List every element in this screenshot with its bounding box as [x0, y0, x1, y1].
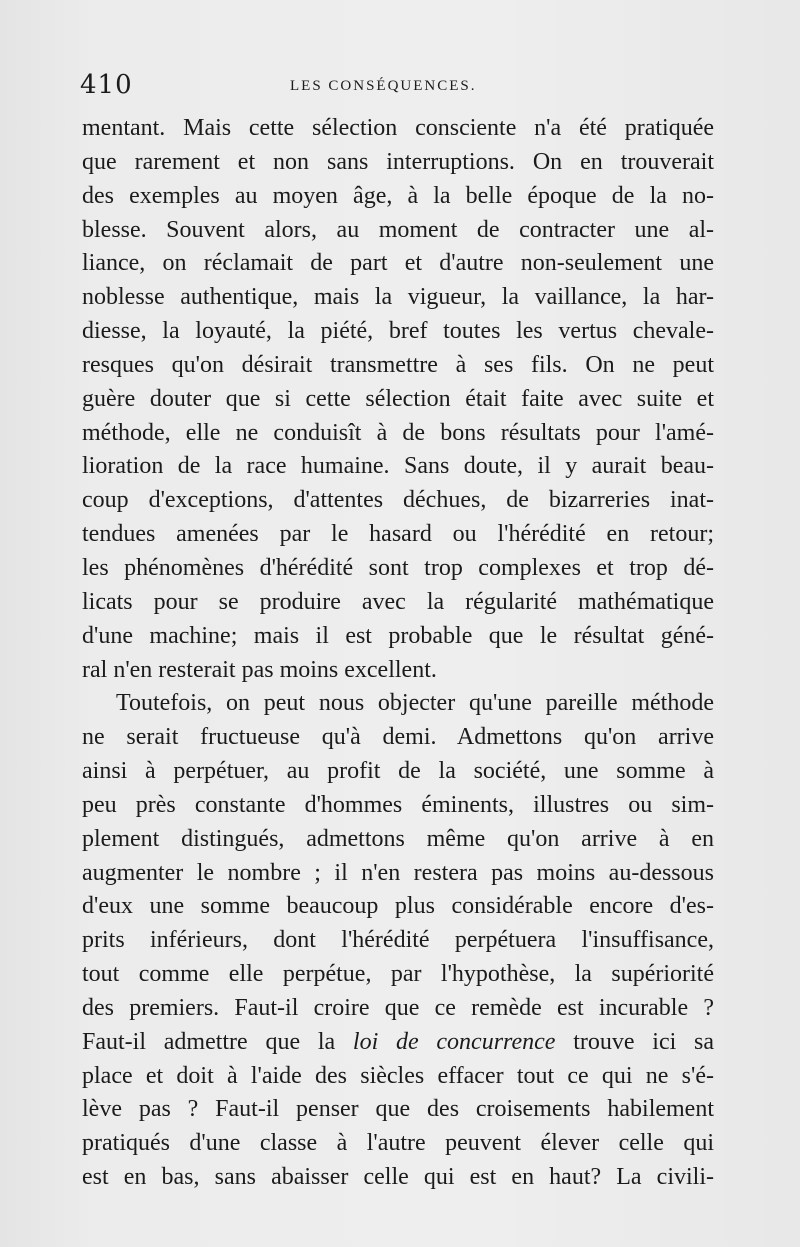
- text-line: resques qu'on désirait transmettre à ses fils. On ne peut: [82, 351, 714, 378]
- text-line: pratiqués d'une classe à l'autre peuvent élever celle qui: [82, 1130, 714, 1157]
- italic-phrase: loi de concurrence: [352, 1028, 556, 1055]
- text-line: tendues amenées par le hasard ou l'hérédité en retour;: [82, 521, 714, 548]
- body-text: [82, 112, 714, 1195]
- text-line: lève pas ? Faut-il penser que des croisements habilement: [82, 1096, 714, 1123]
- text-line: noblesse authentique, mais la vigueur, la vaillance, la har-: [82, 284, 714, 311]
- text-line: coup d'exceptions, d'attentes déchues, de bizarreries inat-: [82, 487, 714, 514]
- text-line-with-italic: [82, 1026, 714, 1060]
- text-line: d'une machine; mais il est probable que le résultat géné-: [82, 622, 714, 649]
- page-number: 410: [80, 70, 133, 100]
- text-line: plement distingués, admettons même qu'on arrive à en: [82, 825, 714, 852]
- text-segment: trouve ici sa: [555, 1028, 715, 1055]
- text-line: liance, on réclamait de part et d'autre non-seulement une: [82, 250, 714, 277]
- text-line: méthode, elle ne conduisît à de bons résultats pour l'amé-: [82, 419, 714, 446]
- text-segment: Faut-il admettre que la: [82, 1028, 353, 1055]
- text-line: augmenter le nombre ; il n'en restera pas moins au-dessous: [82, 859, 714, 886]
- text-line: prits inférieurs, dont l'hérédité perpétuera l'insuffisance,: [82, 927, 714, 954]
- text-line: des premiers. Faut-il croire que ce remède est incurable ?: [82, 994, 714, 1021]
- running-head: LES CONSÉQUENCES.: [290, 78, 477, 94]
- text-line: d'eux une somme beaucoup plus considérable encore d'es-: [82, 893, 714, 920]
- text-line: est en bas, sans abaisser celle qui est en haut? La civili-: [82, 1164, 714, 1191]
- text-line: ne serait fructueuse qu'à demi. Admettons qu'on arrive: [82, 724, 714, 751]
- text-line: tout comme elle perpétue, par l'hypothèse, la supériorité: [82, 961, 714, 988]
- paragraph-first-line: Toutefois, on peut nous objecter qu'une pareille méthode: [116, 690, 714, 717]
- text-line: des exemples au moyen âge, à la belle époque de la no-: [82, 182, 714, 209]
- text-line: licats pour se produire avec la régularité mathématique: [82, 588, 714, 615]
- text-line: peu près constante d'hommes éminents, illustres ou sim-: [82, 791, 714, 818]
- text-line: lioration de la race humaine. Sans doute, il y aurait beau-: [82, 453, 714, 480]
- text-line: blesse. Souvent alors, au moment de contracter une al-: [82, 216, 714, 243]
- text-line: ainsi à perpétuer, au profit de la société, une somme à: [82, 758, 714, 785]
- text-line: place et doit à l'aide des siècles effacer tout ce qui ne s'é-: [82, 1062, 714, 1089]
- text-line: guère douter que si cette sélection était faite avec suite et: [82, 385, 714, 412]
- text-line: que rarement et non sans interruptions. On en trouverait: [82, 148, 714, 175]
- paragraph-last-line: ral n'en resterait pas moins excellent.: [82, 656, 437, 683]
- text-line: les phénomènes d'hérédité sont trop complexes et trop dé-: [82, 554, 714, 581]
- text-line: diesse, la loyauté, la piété, bref toutes les vertus chevale-: [82, 318, 714, 345]
- text-line: mentant. Mais cette sélection consciente n'a été pratiquée: [82, 115, 714, 141]
